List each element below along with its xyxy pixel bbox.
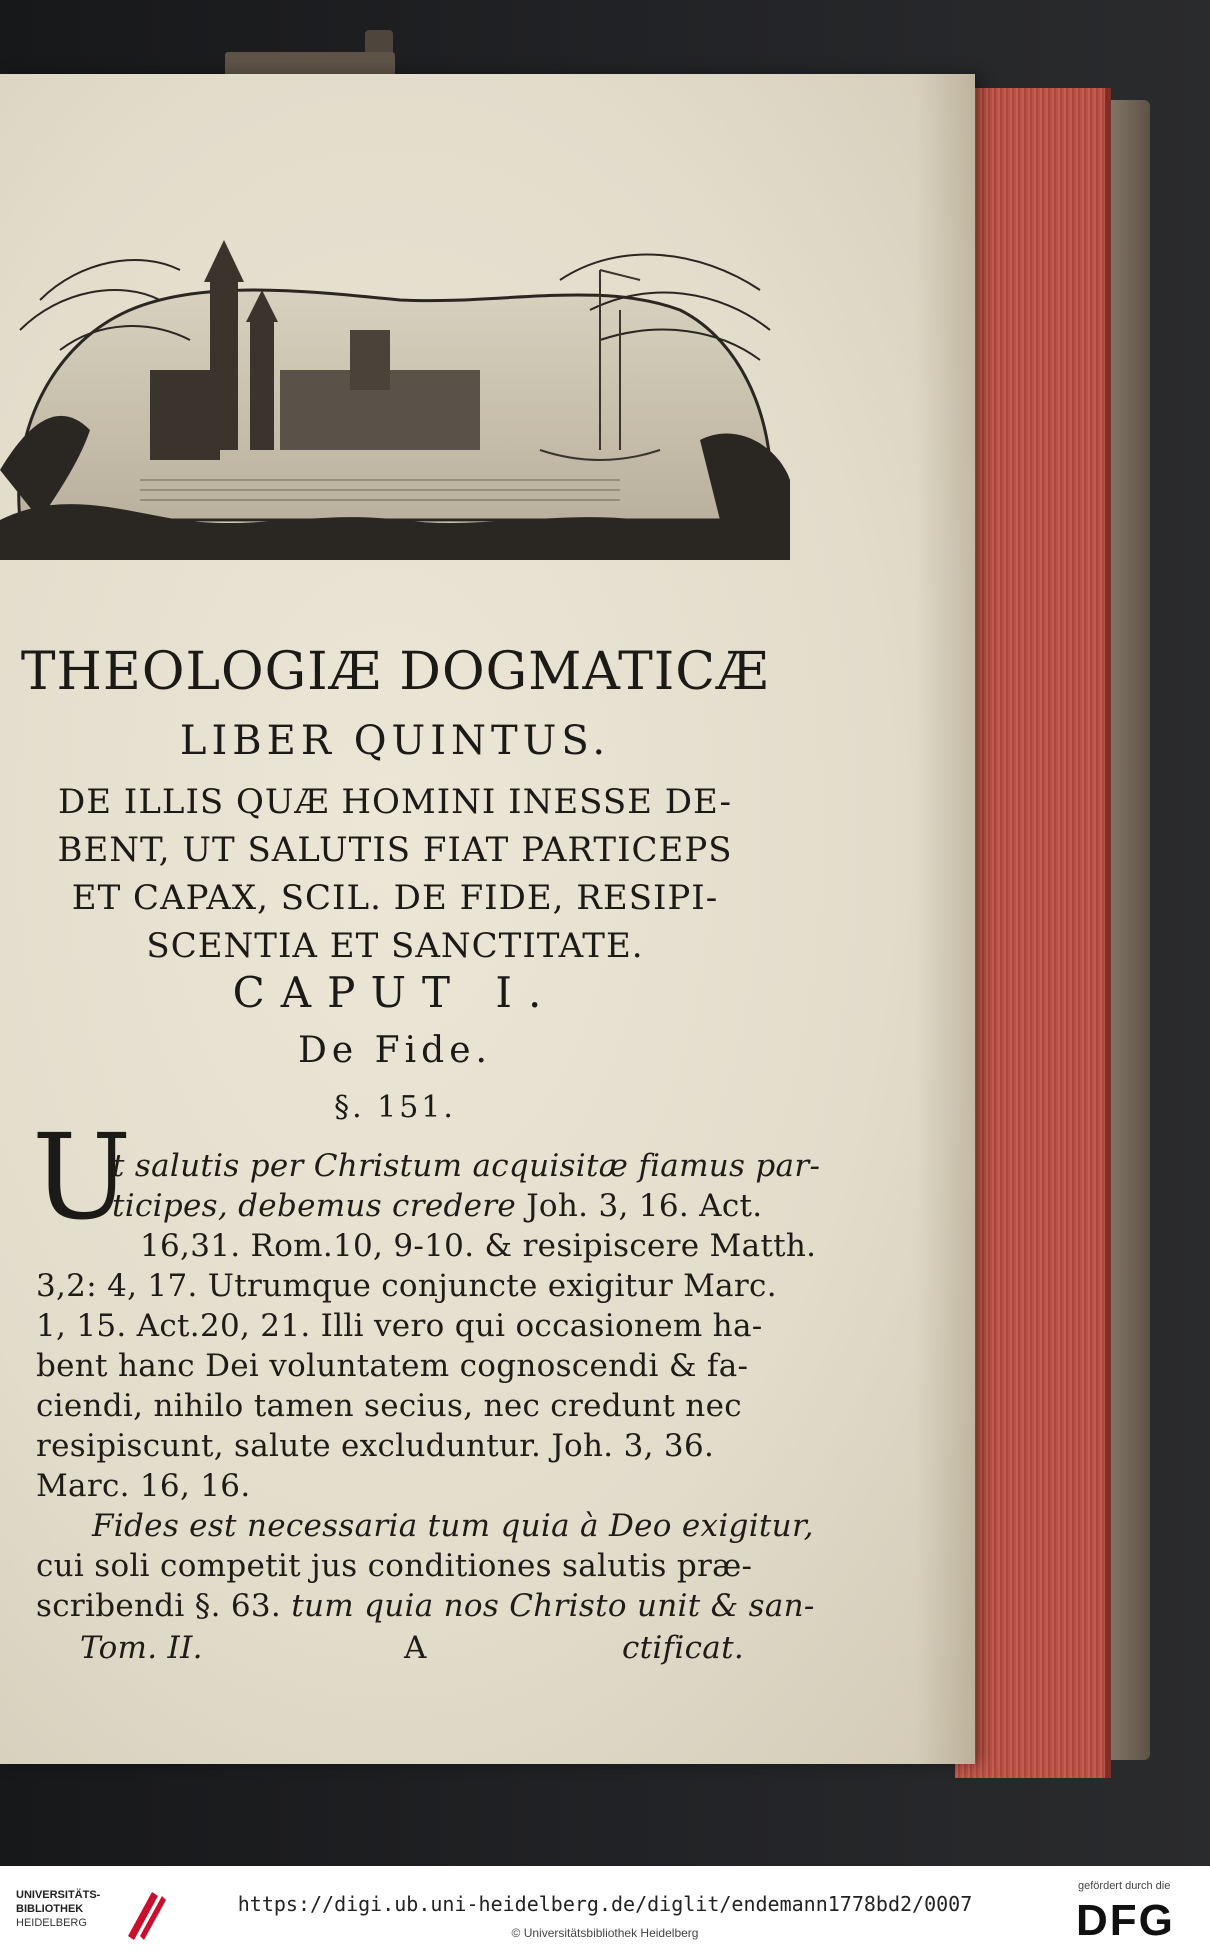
section-number: §. 151. — [334, 1090, 456, 1125]
body-text: scribendi §. 63. — [36, 1588, 292, 1624]
volume-mark: Tom. II. — [80, 1630, 203, 1666]
permalink-url[interactable]: https://digi.ub.uni-heidelberg.de/diglit/endemann1778bd2/0007 — [237, 1892, 973, 1916]
heading-line: DE ILLIS QUÆ HOMINI INESSE DE- — [58, 782, 732, 822]
body-line: 1, 15. Act.20, 21. Illi vero qui occasionem ha- — [36, 1308, 763, 1344]
body-text-italic: tum quia nos Christo unit & san- — [291, 1588, 815, 1624]
body-line: 3,2: 4, 17. Utrumque conjuncte exigitur Marc. — [36, 1268, 777, 1304]
chapter-title: De Fide. — [298, 1030, 492, 1071]
red-page-edges — [955, 88, 1111, 1778]
catchword: ctificat. — [622, 1630, 744, 1666]
body-text: Joh. 3, 16. Act. — [516, 1188, 763, 1224]
body-line — [112, 1188, 762, 1224]
copyright-notice: © Universitätsbibliothek Heidelberg — [511, 1926, 699, 1940]
funder-caption: gefördert durch die — [1078, 1880, 1171, 1892]
chapter-number: CAPUT I. — [232, 968, 558, 1017]
heading-line: BENT, UT SALUTIS FIAT PARTICEPS — [57, 830, 733, 870]
book-subtitle: LIBER QUINTUS. — [179, 718, 611, 764]
body-line: 16,31. Rom.10, 9-10. & resipiscere Matth. — [140, 1228, 817, 1264]
library-logo-line: HEIDELBERG — [16, 1917, 87, 1929]
body-line: Fides est necessaria tum quia à Deo exigitur, — [92, 1508, 814, 1544]
body-line: ciendi, nihilo tamen secius, nec credunt nec — [36, 1388, 742, 1424]
body-line: t salutis per Christum acquisitæ fiamus par- — [112, 1148, 821, 1184]
drop-cap: U — [32, 1108, 132, 1246]
heading-line: SCENTIA ET SANCTITATE. — [146, 926, 644, 966]
library-logo-line: BIBLIOTHEK — [16, 1903, 84, 1915]
book-title: THEOLOGIÆ DOGMATICÆ — [20, 642, 770, 702]
body-line: cui soli competit jus conditiones salutis præ- — [36, 1548, 753, 1584]
signature-mark: A — [404, 1630, 427, 1666]
engraved-vignette-image — [0, 220, 790, 565]
body-line — [36, 1588, 815, 1624]
dfg-logo[interactable]: DFG — [1076, 1896, 1175, 1945]
heading-line: ET CAPAX, SCIL. DE FIDE, RESIPI- — [71, 878, 719, 918]
body-line: bent hanc Dei voluntatem cognoscendi & fa- — [36, 1348, 749, 1384]
body-line: resipiscunt, salute excluduntur. Joh. 3, 36. — [36, 1428, 715, 1464]
viewer-footer — [0, 1866, 1210, 1954]
library-logo-line: UNIVERSITÄTS- — [16, 1889, 101, 1901]
body-text-italic: ticipes, debemus credere — [112, 1188, 517, 1224]
body-line: Marc. 16, 16. — [36, 1468, 251, 1504]
